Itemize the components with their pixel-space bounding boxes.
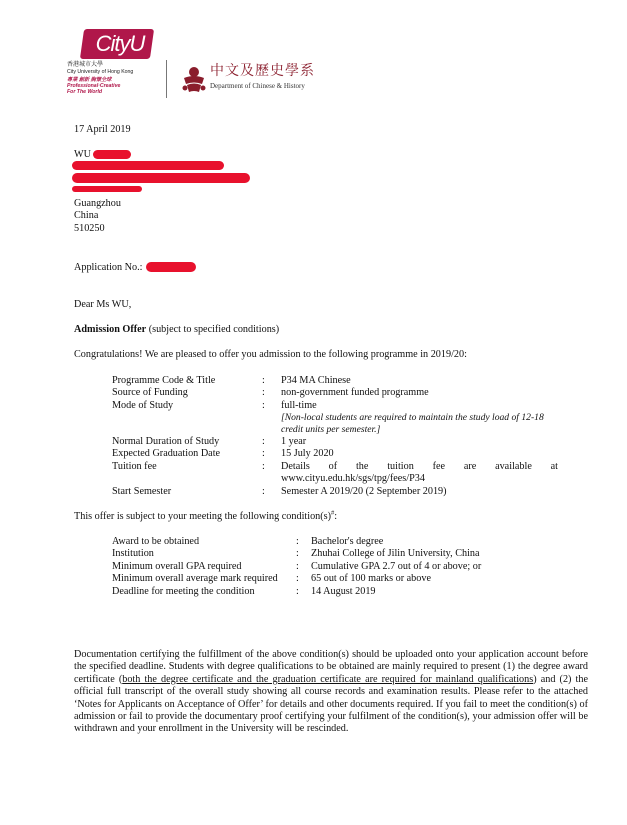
salutation: Dear Ms WU, — [74, 299, 132, 310]
documentation-paragraph — [74, 649, 588, 736]
colon: : — [262, 375, 265, 386]
mode-value: full-time — [281, 400, 317, 411]
conditions-intro-colon: : — [334, 511, 338, 522]
colon: : — [296, 548, 299, 559]
average-mark-label: Minimum overall average mark required — [112, 573, 278, 584]
university-name-en: City University of Hong Kong — [67, 69, 134, 75]
tuition-url: www.cityu.edu.hk/sgs/tpg/fees/P34 — [281, 473, 425, 484]
gpa-value: Cumulative GPA 2.7 out of 4 or above; or — [311, 561, 482, 572]
colon: : — [296, 536, 299, 547]
address-city: Guangzhou — [74, 198, 121, 209]
colon: : — [262, 436, 265, 447]
documentation-underlined: both the degree certificate and the graduation certificate are required for mainland qualifications — [122, 673, 534, 685]
graduation-value: 15 July 2020 — [281, 448, 334, 459]
colon: : — [296, 573, 299, 584]
redaction-application-number — [146, 262, 196, 272]
department-name-cn: 中文及歷史學系 — [210, 63, 315, 79]
tuition-label: Tuition fee — [112, 461, 157, 472]
redaction-address-3 — [72, 186, 142, 192]
redaction-name — [93, 150, 131, 159]
award-label: Award to be obtained — [112, 536, 200, 547]
colon: : — [262, 387, 265, 398]
start-semester-label: Start Semester — [112, 486, 172, 497]
colon: : — [262, 400, 265, 411]
deadline-label: Deadline for meeting the condition — [112, 586, 255, 597]
conditions-intro — [74, 511, 337, 524]
institution-label: Institution — [112, 548, 154, 559]
institution-value: Zhuhai College of Jilin University, China — [311, 548, 480, 559]
department-name-en: Department of Chinese & History — [210, 82, 305, 90]
colon: : — [262, 461, 265, 472]
motto-en-1: Professional·Creative — [67, 83, 121, 89]
address-postcode: 510250 — [74, 223, 105, 234]
award-value: Bachelor's degree — [311, 536, 384, 547]
address-country: China — [74, 210, 99, 221]
conditions-footnote-mark: # — [331, 509, 335, 517]
letter-date: 17 April 2019 — [74, 124, 131, 135]
mode-note-2: credit units per semester.] — [281, 424, 381, 435]
university-name-cn: 香港城市大學 — [67, 62, 104, 68]
colon: : — [296, 561, 299, 572]
cityu-logo-text: CityU — [95, 31, 145, 56]
colon: : — [296, 586, 299, 597]
motto-cn: 專業 創新 胸懷全球 — [67, 77, 112, 83]
duration-label: Normal Duration of Study — [112, 436, 220, 447]
duration-value: 1 year — [281, 436, 307, 447]
application-number-label: Application No.: — [74, 262, 143, 273]
start-semester-value: Semester A 2019/20 (2 September 2019) — [281, 486, 447, 497]
colon: : — [262, 486, 265, 497]
graduation-label: Expected Graduation Date — [112, 448, 221, 459]
funding-value: non-government funded programme — [281, 387, 429, 398]
gpa-label: Minimum overall GPA required — [112, 561, 242, 572]
offer-subject-bold: Admission Offer — [74, 324, 147, 335]
redaction-address-2 — [72, 173, 250, 183]
documentation-part-2: ) and (2) the official full transcript of the overall study showing all course records and examination results. Please refer to the attached ‘Notes for Applicants on Acceptance of Offer’ for details and other documents required. If you fail to meet the condition(s) of admission or fail to provide the documentary proof certifying your fulfilment of the condition(s), your admission offer will be withdrawn and your enrollment in the University will be rescinded. — [74, 673, 589, 735]
programme-label: Programme Code & Title — [112, 375, 216, 386]
motto-en-2: For The World — [67, 89, 103, 95]
documentation-part-1: Documentation certifying the fulfillment of the above condition(s) should be uploaded onto your application account before the specified deadline. Students with degree qualifications to be obtained are mainly required to present (1) the degree award certificate ( — [74, 649, 588, 685]
colon: : — [262, 448, 265, 459]
offer-subject — [74, 324, 279, 337]
average-mark-value: 65 out of 100 marks or above — [311, 573, 431, 584]
deadline-value: 14 August 2019 — [311, 586, 376, 597]
tuition-value: Details of the tuition fee are available at — [281, 461, 558, 472]
congratulations-text: Congratulations! We are pleased to offer you admission to the following programme in 2019/20: — [74, 349, 467, 360]
conditions-intro-text: This offer is subject to your meeting the following condition(s) — [74, 511, 332, 522]
mode-note-1: [Non-local students are required to maintain the study load of 12-18 — [281, 412, 544, 423]
redaction-address-1 — [72, 161, 224, 170]
department-emblem-icon — [180, 64, 208, 94]
programme-value: P34 MA Chinese — [281, 375, 351, 386]
recipient-name: WU — [74, 149, 91, 160]
funding-label: Source of Funding — [112, 387, 188, 398]
offer-subject-rest: (subject to specified conditions) — [146, 324, 280, 335]
header-divider — [166, 60, 167, 98]
mode-label: Mode of Study — [112, 400, 174, 411]
